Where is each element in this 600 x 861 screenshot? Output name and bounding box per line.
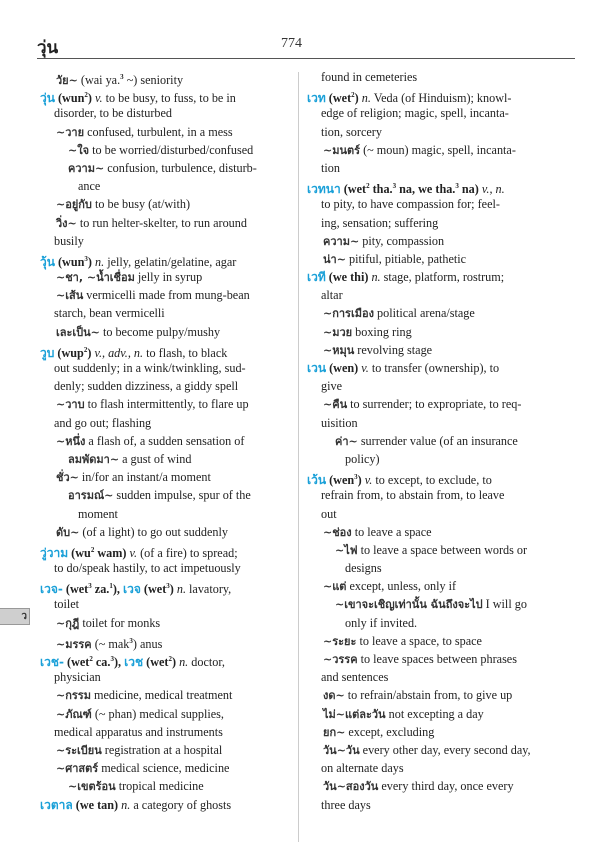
definition-text: to leave a space between words or — [357, 542, 528, 557]
definition-text: to except, to exclude, to — [372, 473, 492, 488]
part-of-speech: n. — [361, 91, 371, 106]
definition-text: altar — [321, 288, 343, 303]
thai-subentry: ~ระเบียน — [56, 743, 102, 757]
entry-subline — [307, 195, 575, 213]
part-of-speech: n. — [95, 254, 105, 269]
pronunciation: (wun — [54, 91, 85, 106]
thai-subentry: ~ไฟ — [335, 543, 358, 557]
entry-subline — [307, 341, 575, 359]
pronunciation: (wu — [68, 545, 91, 560]
definition-text: out suddenly; in a wink/twinkling, sud- — [54, 361, 246, 375]
thai-subentry: ~ศาสตร์ — [56, 762, 99, 776]
entry-subline — [40, 614, 290, 632]
tone-mark: 3 — [392, 182, 397, 191]
definition-text: every third day, once every — [378, 779, 514, 794]
thai-subentry: น่า~ — [323, 252, 346, 266]
thai-subentry: ลมพัดมา~ — [68, 452, 120, 466]
entry-subline — [307, 395, 575, 413]
definition-text: denly; sudden dizziness, a giddy spell — [54, 379, 239, 394]
pronunciation: (wet — [325, 91, 352, 106]
entry-subline — [40, 432, 290, 450]
entry-subline — [307, 286, 575, 304]
headword: วุ่น — [40, 91, 55, 106]
tone-mark: 2 — [90, 545, 95, 554]
pronunciation: ) — [354, 91, 359, 106]
definition-text: in/for an instant/a moment — [78, 470, 211, 485]
right-column — [307, 68, 575, 814]
tone-mark: 3 — [120, 73, 124, 81]
entry-subline — [40, 759, 290, 777]
entry-subline — [307, 323, 575, 341]
definition-text: not excepting a day — [385, 706, 484, 721]
tone-mark: 2 — [168, 655, 172, 663]
pronunciation: ) — [169, 582, 174, 597]
pronunciation: ) — [87, 254, 92, 269]
part-of-speech: v. — [95, 91, 103, 106]
entry-subline — [307, 141, 575, 159]
thai-subentry: ~แต่ — [323, 580, 347, 594]
definition-text: to pity, to have compassion for; feel- — [321, 197, 500, 212]
thai-subentry: ไม่~แต่ละวัน — [323, 707, 386, 721]
definition-text: to do/speak hastily, to act impetuously — [54, 561, 241, 576]
thai-subentry: เละเป็น~ — [56, 325, 100, 339]
definition-text: (of a fire) to spread; — [137, 545, 238, 560]
pronunciation: (wet — [143, 655, 169, 670]
part-of-speech: n. — [121, 797, 131, 812]
entry-subline — [307, 214, 575, 232]
tone-mark: 2 — [351, 91, 355, 100]
entry-subline — [40, 523, 290, 541]
pronunciation: (wen — [326, 473, 355, 488]
pronunciation: ca. — [92, 655, 111, 670]
definition-text: stage, platform, rostrum; — [380, 270, 505, 285]
thai-subentry: ~ภัณฑ์ — [56, 707, 92, 721]
thai-subentry: ~เส้น — [56, 289, 84, 303]
definition-text: a gust of wind — [119, 451, 192, 466]
definition-text: jelly, gelatin/gelatine, agar — [104, 254, 237, 269]
entry-subline — [307, 377, 575, 395]
entry-line — [307, 177, 575, 195]
thai-subentry: ~กรรม — [56, 689, 91, 703]
entry-subline — [307, 432, 575, 450]
definition-text: pity, compassion — [359, 233, 445, 248]
entry-subline — [307, 486, 575, 504]
thai-subentry: ชั่ว~ — [56, 471, 79, 485]
definition-text: (wai ya. — [77, 73, 121, 88]
definition-text: toilet for monks — [79, 615, 161, 630]
definition-text: surrender value (of an insurance — [357, 433, 518, 448]
entry-subline — [40, 668, 290, 686]
definition-text: except, unless, only if — [346, 579, 457, 594]
definition-text: lavatory, — [186, 582, 232, 597]
entry-subline — [40, 232, 290, 250]
thai-subentry: ~ชา, ~น้ำเชื่อม — [56, 271, 135, 285]
definition-text: moment — [78, 506, 118, 521]
definition-text: to flash, to black — [143, 345, 228, 360]
definition-text: (~ mak — [91, 636, 130, 651]
entry-subline — [40, 141, 290, 159]
definition-text: I will go — [482, 597, 527, 612]
thai-subentry: ~มวย — [323, 325, 353, 339]
definition-text: starch, bean vermicelli — [54, 306, 165, 321]
thai-subentry: ยก~ — [323, 725, 346, 739]
pronunciation: ) — [357, 473, 362, 488]
definition-text: every other day, every second day, — [359, 742, 531, 757]
pronunciation: ) — [87, 91, 92, 106]
entry-line — [40, 86, 290, 104]
entry-subline — [307, 759, 575, 777]
definition-text: to run helter-skelter, to run around — [76, 215, 247, 230]
part-of-speech: v., n. — [481, 182, 505, 197]
entry-subline — [40, 395, 290, 413]
entry-subline — [40, 505, 290, 523]
entry-subline — [307, 159, 575, 177]
thai-subentry: ความ~ — [323, 234, 360, 248]
definition-text: uisition — [321, 415, 358, 430]
definition-text: jelly in syrup — [134, 270, 203, 285]
part-of-speech: v., adv., n. — [94, 345, 144, 360]
entry-line — [40, 541, 290, 559]
definition-text: to leave a space, to space — [356, 633, 482, 648]
definition-text: confused, turbulent, in a mess — [84, 124, 233, 139]
tone-mark: 3 — [166, 582, 170, 591]
thai-subentry: ~วาบ — [56, 398, 85, 412]
pronunciation: (we tan) — [72, 797, 119, 812]
entry-subline — [40, 214, 290, 232]
headword: เวจ- — [40, 582, 63, 597]
entry-line — [307, 86, 575, 104]
definition-text: and go out; flashing — [54, 415, 152, 430]
pronunciation: (we thi) — [325, 270, 369, 285]
definition-text: Veda (of Hinduism); knowl- — [370, 91, 512, 106]
definition-text: medical apparatus and instruments — [54, 724, 223, 739]
entry-subline — [307, 668, 575, 686]
thai-subentry: อารมณ์~ — [68, 489, 114, 503]
entry-subline — [307, 104, 575, 122]
definition-text: to surrender; to expropriate, to req- — [347, 397, 522, 412]
thai-subentry: ค่า~ — [335, 434, 358, 448]
tone-mark: 3 — [88, 582, 92, 591]
headword: วู่วาม — [40, 545, 69, 560]
guide-word: วุ่น — [37, 38, 59, 58]
definition-text: to become pulpy/mushy — [99, 324, 221, 339]
definition-text: revolving stage — [354, 342, 433, 357]
entry-subline — [40, 777, 290, 795]
entry-subline — [307, 68, 575, 86]
pronunciation: tha. — [369, 182, 393, 197]
entry-line — [40, 341, 290, 359]
pronunciation: ) — [171, 655, 177, 670]
thai-subentry: ~เขตร้อน — [68, 780, 116, 794]
tone-mark: 3 — [354, 473, 358, 482]
thai-subentry: ~การเมือง — [323, 307, 374, 321]
entry-subline — [307, 632, 575, 650]
entry-subline — [307, 523, 575, 541]
pronunciation: (wen) — [326, 361, 359, 375]
thai-subentry: ~หมุน — [323, 343, 355, 357]
definition-text: (~ moun) magic, spell, incanta- — [360, 142, 516, 157]
definition-text: ance — [78, 179, 101, 194]
entry-line — [40, 650, 290, 668]
pronunciation: (wet — [140, 582, 167, 597]
definition-text: to leave a space — [351, 524, 432, 539]
pronunciation: (wet — [63, 655, 90, 670]
entry-subline — [40, 559, 290, 577]
entry-subline — [307, 777, 575, 795]
entry-subline — [307, 705, 575, 723]
entry-subline — [307, 232, 575, 250]
entry-subline — [307, 614, 575, 632]
entry-subline — [40, 323, 290, 341]
tone-mark: 3 — [84, 254, 88, 263]
thai-subentry: ดับ~ — [56, 525, 80, 539]
thai-subentry: ~กุฎี — [56, 616, 80, 630]
thai-subentry: ~ช่อง — [323, 525, 352, 539]
definition-text: and sentences — [321, 670, 389, 685]
entry-subline — [40, 359, 290, 377]
thai-subentry: ~มรรค — [56, 637, 92, 651]
tone-mark: 2 — [83, 345, 88, 354]
entry-subline — [40, 68, 290, 86]
thai-subentry: ~วาย — [56, 125, 85, 139]
definition-text: vermicelli made from mung-bean — [83, 288, 250, 303]
entry-subline — [40, 159, 290, 177]
definition-text: to leave spaces between phrases — [357, 652, 517, 666]
entry-line — [307, 268, 575, 286]
definition-text: to be busy (at/with) — [91, 197, 191, 212]
entry-subline — [307, 250, 575, 268]
definition-text: registration at a hospital — [101, 742, 223, 757]
definition-text: doctor, — [188, 655, 225, 670]
definition-text: pitiful, pitiable, pathetic — [345, 251, 467, 266]
definition-text: edge of religion; magic, spell, incanta- — [321, 106, 509, 121]
entry-subline — [307, 723, 575, 741]
pronunciation: na) — [458, 182, 479, 197]
thai-subentry: ~มนตร์ — [323, 143, 361, 157]
entry-subline — [40, 268, 290, 286]
tone-mark: 3 — [129, 636, 133, 645]
pronunciation: (wup — [54, 345, 84, 360]
entry-subline — [307, 505, 575, 523]
entry-subline — [40, 686, 290, 704]
pronunciation: (wet — [340, 182, 367, 197]
entry-line — [40, 250, 290, 268]
definition-text: to be worried/disturbed/confused — [89, 142, 254, 157]
thumb-index-tab[interactable]: ว — [0, 608, 30, 625]
thai-subentry: ~ระยะ — [323, 634, 357, 648]
entry-subline — [307, 741, 575, 759]
tone-mark: 2 — [89, 655, 93, 663]
thai-subentry: ~ใจ — [68, 143, 90, 157]
column-divider — [298, 72, 299, 842]
thai-subentry: งด~ — [323, 689, 345, 703]
definition-text: to transfer (ownership), to — [368, 361, 500, 375]
tone-mark: 2 — [366, 182, 370, 191]
definition-text: refrain from, to abstain from, to leave — [321, 488, 505, 503]
page-number: 774 — [281, 36, 302, 51]
headword: เวท — [307, 91, 326, 106]
entry-subline — [40, 741, 290, 759]
thai-subentry: ~เขาจะเชิญเท่านั้น ฉันถึงจะไป — [335, 598, 483, 612]
definition-text: disorder, to be disturbed — [54, 106, 172, 121]
headword: เวช- — [40, 655, 64, 670]
definition-text: out — [321, 506, 337, 521]
entry-subline — [307, 595, 575, 613]
pronunciation: ), — [112, 582, 120, 597]
pronunciation: ) — [87, 345, 92, 360]
part-of-speech: n. — [179, 655, 189, 670]
entry-subline — [307, 304, 575, 322]
tone-mark: 3 — [455, 182, 459, 191]
part-of-speech: n. — [176, 582, 186, 597]
left-column — [40, 68, 290, 814]
definition-text: tropical medicine — [115, 779, 204, 794]
definition-text: toilet — [54, 597, 80, 612]
headword: เวช — [124, 655, 144, 670]
definition-text: confusion, turbulence, disturb- — [104, 160, 257, 175]
thai-subentry: ~อยู่กับ — [56, 198, 92, 212]
pronunciation: ), — [113, 655, 122, 670]
pronunciation: wam) — [94, 545, 127, 560]
definition-text: boxing ring — [352, 324, 412, 339]
entry-subline — [40, 414, 290, 432]
definition-text: designs — [345, 561, 382, 576]
headword: เวที — [307, 270, 326, 285]
part-of-speech: v. — [361, 361, 369, 375]
entry-line — [40, 577, 290, 595]
definition-text: to refrain/abstain from, to give up — [344, 688, 513, 703]
entry-subline — [307, 559, 575, 577]
thai-subentry: ~คืน — [323, 398, 348, 412]
entry-subline — [40, 123, 290, 141]
definition-text: tion, sorcery — [321, 124, 382, 139]
entry-subline — [40, 468, 290, 486]
tone-mark: 2 — [84, 91, 88, 100]
entry-subline — [40, 304, 290, 322]
entry-line — [40, 796, 290, 814]
entry-line — [307, 468, 575, 486]
entry-subline — [40, 177, 290, 195]
entry-subline — [40, 450, 290, 468]
entry-subline — [40, 705, 290, 723]
definition-text: busily — [54, 233, 84, 248]
definition-text: policy) — [345, 451, 380, 466]
entry-subline — [40, 286, 290, 304]
definition-text: give — [321, 379, 342, 394]
entry-subline — [40, 195, 290, 213]
pronunciation: za. — [91, 582, 110, 597]
thai-subentry: ~วรรค — [323, 653, 358, 666]
entry-subline — [307, 577, 575, 595]
entry-subline — [307, 414, 575, 432]
definition-text: on alternate days — [321, 761, 404, 776]
tone-mark: 1 — [109, 582, 113, 591]
tone-mark: 3 — [110, 655, 114, 663]
entry-subline — [40, 595, 290, 613]
definition-text: a category of ghosts — [130, 797, 232, 812]
definition-text: to flash intermittently, to flare up — [84, 397, 249, 412]
definition-text: medicine, medical treatment — [90, 688, 233, 703]
part-of-speech: n. — [371, 270, 381, 285]
definition-text: ) anus — [132, 636, 163, 651]
definition-text: medical science, medicine — [98, 761, 230, 776]
headword: เวทนา — [307, 182, 341, 197]
definition-text: found in cemeteries — [321, 70, 418, 84]
entry-subline — [307, 541, 575, 559]
definition-text: physician — [54, 670, 101, 685]
entry-subline — [40, 486, 290, 504]
entry-subline — [40, 632, 290, 650]
entry-subline — [307, 450, 575, 468]
headword: เวจ — [123, 582, 141, 597]
definition-text: tion — [321, 160, 340, 175]
definition-text: except, excluding — [345, 724, 435, 739]
entry-subline — [40, 723, 290, 741]
definition-text: ~) seniority — [123, 73, 184, 88]
headword: เวน — [307, 361, 327, 375]
definition-text: to be busy, to fuss, to be in — [102, 91, 236, 106]
headword: เวตาล — [40, 797, 73, 812]
entry-line — [307, 359, 575, 377]
part-of-speech: v. — [364, 473, 373, 488]
part-of-speech: v. — [129, 545, 138, 560]
page-header — [37, 30, 575, 59]
definition-text: sudden impulse, spur of the — [113, 488, 251, 503]
entry-subline — [307, 650, 575, 668]
pronunciation: (wet — [62, 582, 89, 597]
thai-subentry: วัน~วัน — [323, 743, 360, 757]
definition-text: a flash of, a sudden sensation of — [85, 433, 245, 448]
definition-text: only if invited. — [345, 615, 418, 630]
entry-subline — [307, 686, 575, 704]
thai-subentry: ~หนึ่ง — [56, 434, 86, 448]
thai-subentry: วิ่ง~ — [56, 216, 77, 230]
entry-subline — [307, 123, 575, 141]
thai-subentry: วัย~ — [56, 74, 78, 88]
entry-subline — [307, 796, 575, 814]
entry-subline — [40, 377, 290, 395]
headword: วุ้น — [40, 254, 55, 269]
thai-subentry: วัน~สองวัน — [323, 780, 379, 794]
entry-subline — [40, 104, 290, 122]
headword: วูบ — [40, 345, 55, 360]
pronunciation: (wun — [54, 254, 85, 269]
thai-subentry: ความ~ — [68, 161, 105, 175]
definition-text: three days — [321, 797, 371, 812]
definition-text: political arena/stage — [373, 306, 475, 321]
definition-text: (~ phan) medical supplies, — [91, 706, 224, 721]
pronunciation: na, we tha. — [396, 182, 456, 197]
definition-text: ing, sensation; suffering — [321, 215, 439, 230]
headword: เว้น — [307, 473, 327, 488]
definition-text: (of a light) to go out suddenly — [79, 524, 228, 539]
